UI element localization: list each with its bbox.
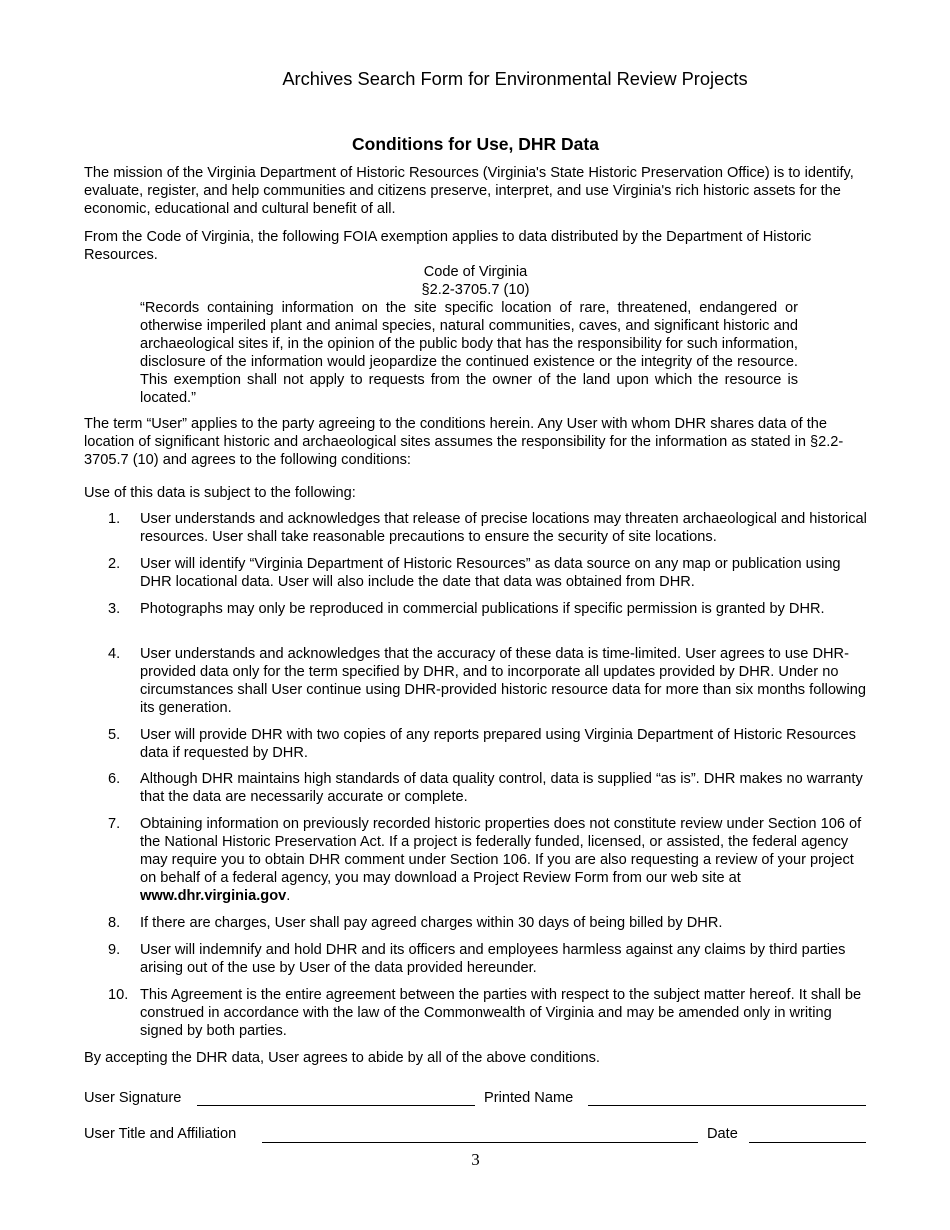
accept-statement: By accepting the DHR data, User agrees to abide by all of the above conditions. [84, 1050, 600, 1066]
date-field[interactable] [749, 1142, 866, 1143]
date-label: Date [707, 1126, 738, 1142]
document-header: Archives Search Form for Environmental Review Projects [282, 68, 748, 89]
user-signature-label: User Signature [84, 1090, 182, 1106]
user-term-paragraph: The term “User” applies to the party agreeing to the conditions herein. Any User with whom DHR shares data of the location of significant historic and archaeological sites assumes the responsibility for the information as stated in §2.2-3705.7 (10) and agrees to the following conditions: [84, 416, 844, 468]
page-number: 3 [471, 1150, 480, 1169]
condition-text: User understands and acknowledges that the accuracy of these data is time-limited. User agrees to use DHR-provided data only for the term specified by DHR, and to incorporate all updates provided by DHR. Under no circumstances shall User continue using DHR-provided historic resource data for more than six months following its generation. [140, 646, 866, 716]
condition-text: Photographs may only be reproduced in commercial publications if specific permission is granted by DHR. [140, 601, 825, 617]
page-title: Conditions for Use, DHR Data [352, 134, 599, 154]
condition-text [140, 815, 868, 905]
condition-text: User will provide DHR with two copies of any reports prepared using Virginia Department of Historic Resources data if requested by DHR. [140, 727, 856, 761]
code-title: Code of Virginia [423, 264, 528, 280]
condition-number: 3. [108, 601, 121, 617]
dhr-website-link[interactable]: www.dhr.virginia.gov [140, 888, 287, 904]
condition-number: 6. [108, 771, 121, 787]
condition-text: User will identify “Virginia Department of Historic Resources” as data source on any map or publication using DHR locational data. User will also include the date that data was obtained from DHR. [140, 556, 841, 590]
printed-name-label: Printed Name [484, 1090, 574, 1106]
condition-number: 2. [108, 556, 121, 572]
condition-number: 4. [108, 646, 121, 662]
condition-text: User will indemnify and hold DHR and its officers and employees harmless against any claims by third parties arising out of the use by User of the data provided hereunder. [140, 942, 846, 976]
condition-number: 8. [108, 915, 121, 931]
title-affiliation-label: User Title and Affiliation [84, 1126, 237, 1142]
mission-paragraph: The mission of the Virginia Department of Historic Resources (Virginia's State Historic Preservation Office) is to identify, evaluate, register, and help communities and citizens preserve, interpret, and use Virginia's rich historic assets for the economic, educational and cultural benefit of all. [84, 165, 854, 217]
foia-paragraph: From the Code of Virginia, the following FOIA exemption applies to data distributed by the Department of Historic Resources. [84, 229, 812, 263]
condition-text: If there are charges, User shall pay agreed charges within 30 days of being billed by DHR. [140, 915, 723, 931]
condition-number: 10. [108, 987, 129, 1003]
condition-text: User understands and acknowledges that release of precise locations may threaten archaeological and historical resources. User shall take reasonable precautions to ensure the security of site locations. [140, 511, 867, 545]
condition-body: Obtaining information on previously recorded historic properties does not constitute review under Section 106 of the National Historic Preservation Act. If a project is federally funded, licensed, or assisted, the federal agency may require you to obtain DHR comment under Section 106. If you are also requesting a review of your project on behalf of a federal agency, you may download a Project Review Form from our web site at [140, 816, 862, 886]
condition-number: 5. [108, 727, 121, 743]
title-affiliation-field[interactable] [262, 1142, 698, 1143]
condition-text: This Agreement is the entire agreement between the parties with respect to the subject matter hereof. It shall be construed in accordance with the law of the Commonwealth of Virginia and may be amended only in writing signed by both parties. [140, 987, 862, 1039]
user-signature-field[interactable] [197, 1105, 475, 1106]
code-section: §2.2-3705.7 (10) [421, 282, 530, 298]
use-intro: Use of this data is subject to the following: [84, 485, 356, 501]
condition-number: 1. [108, 511, 121, 527]
printed-name-field[interactable] [588, 1105, 866, 1106]
condition-period: . [286, 888, 291, 904]
condition-number: 9. [108, 942, 121, 958]
condition-text: Although DHR maintains high standards of data quality control, data is supplied “as is”. DHR makes no warranty that the data are necessarily accurate or complete. [140, 771, 863, 805]
condition-number: 7. [108, 816, 121, 832]
code-quote: “Records containing information on the site specific location of rare, threatened, endangered or otherwise imperiled plant and animal species, natural communities, caves, and significant historic and archaeological sites if, in the opinion of the public body that has the responsibility for such information, disclosure of the information would jeopardize the continued existence or the integrity of the resource. This exemption shall not apply to requests from the owner of the land upon which the resource is located.” [140, 300, 798, 406]
